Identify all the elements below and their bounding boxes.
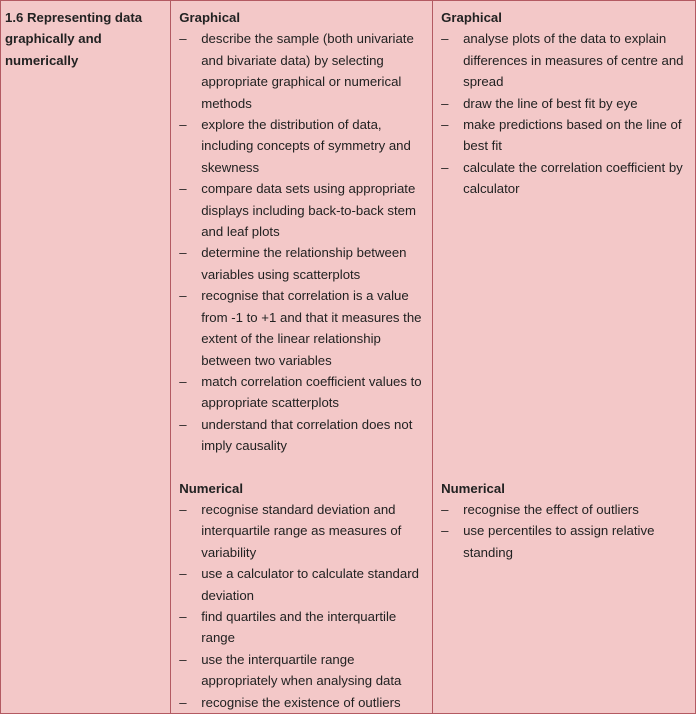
list-item: – make predictions based on the line of best fit [441, 114, 687, 157]
right-content-cell [433, 1, 696, 714]
list-item: – find quartiles and the interquartile range [179, 606, 424, 649]
right-spacer-top [441, 200, 687, 478]
list-item: – calculate the correlation coefficient by calculator [441, 157, 687, 200]
list-item: – match correlation coefficient values to appropriate scatterplots [179, 371, 424, 414]
topic-title: 1.6 Representing data graphically and numerically [5, 10, 143, 68]
left-graphical-heading: Graphical [179, 10, 241, 25]
list-item: – understand that correlation does not imply causality [179, 414, 424, 457]
list-item: – describe the sample (both univariate and bivariate data) by selecting appropriate graphical or numerical methods [179, 28, 424, 114]
table-row [1, 1, 696, 714]
list-item: – compare data sets using appropriate displays including back-to-back stem and leaf plots [179, 178, 424, 242]
left-numerical-list [179, 499, 424, 713]
list-item: – explore the distribution of data, including concepts of symmetry and skewness [179, 114, 424, 178]
section-spacer [179, 457, 424, 478]
topic-cell [1, 1, 171, 714]
list-item: – analyse plots of the data to explain differences in measures of centre and spread [441, 28, 687, 92]
list-item: – recognise the effect of outliers [441, 499, 687, 520]
left-content-cell [171, 1, 433, 714]
left-numerical-heading: Numerical [179, 480, 243, 496]
list-item: – determine the relationship between variables using scatterplots [179, 242, 424, 285]
list-item: – recognise the existence of outliers [179, 692, 424, 713]
right-graphical-heading: Graphical [441, 10, 502, 25]
list-item: – use percentiles to assign relative standing [441, 520, 687, 563]
list-item: – recognise standard deviation and interquartile range as measures of variability [179, 499, 424, 563]
list-item: – use a calculator to calculate standard deviation [179, 563, 424, 606]
list-item: – use the interquartile range appropriately when analysing data [179, 649, 424, 692]
list-item: – recognise that correlation is a value from -1 to +1 and that it measures the extent of the linear relationship between two variables [179, 285, 424, 371]
right-numerical-heading: Numerical [441, 480, 505, 496]
left-graphical-list [179, 28, 424, 456]
right-graphical-list [441, 28, 687, 199]
list-item: – draw the line of best fit by eye [441, 93, 687, 114]
right-numerical-list [441, 499, 687, 563]
